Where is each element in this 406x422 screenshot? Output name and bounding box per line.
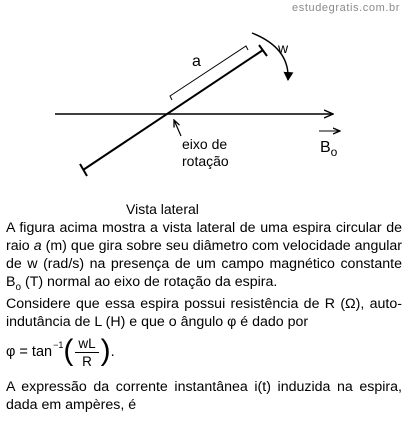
angular-velocity-label: w: [278, 40, 289, 56]
paragraph-1: [6, 219, 402, 297]
radius-label: a: [192, 53, 201, 70]
axis-pointer-arrow: [174, 120, 181, 136]
formula-fraction: [75, 336, 98, 369]
paragraph-1-text-c: (T) normal ao eixo de rotação da espira.: [21, 274, 278, 290]
paragraph-1-text-a: A figura acima mostra a vista lateral de uma espira circular de raio: [6, 220, 402, 254]
formula-lhs: φ = tan: [6, 344, 53, 360]
loop-end-cap-upper: [259, 45, 267, 56]
field-label-main: B: [320, 139, 331, 156]
radius-variable: a: [33, 238, 42, 254]
paragraph-3: A expressão da corrente instantânea i(t) induzida na espira, dada em ampères, é: [6, 379, 402, 413]
formula-denominator: R: [82, 353, 92, 369]
watermark: estudegratis.com.br: [292, 2, 400, 14]
formula-left-paren: (: [63, 334, 74, 367]
formula-right-paren: ): [100, 334, 111, 367]
loop-end-cap-lower: [80, 164, 87, 176]
loop-side-view-line: [83, 50, 263, 170]
formula-exponent: −1: [53, 340, 64, 350]
axis-label-line2: rotação: [182, 153, 229, 169]
radius-bracket: [170, 46, 248, 100]
formula-numerator: wL: [75, 336, 98, 353]
formula-tail: .: [110, 344, 115, 360]
axis-label-line1: eixo de: [182, 136, 228, 152]
side-view-figure: [0, 0, 406, 200]
field-label-subscript: o: [330, 145, 338, 159]
phi-formula: [6, 334, 115, 370]
field-subscript: o: [15, 281, 22, 293]
figure-caption: Vista lateral: [126, 201, 199, 217]
paragraph-2: Considere que essa espira possui resistência de R (Ω), auto-indutância de L (H) e que o ângulo φ é dado por: [6, 296, 402, 330]
paragraph-1-text-b: (m) que gira sobre seu diâmetro com velocidade angular de w (rad/s) na presença de um campo magnético constante B: [6, 238, 402, 290]
field-label: [320, 139, 338, 159]
